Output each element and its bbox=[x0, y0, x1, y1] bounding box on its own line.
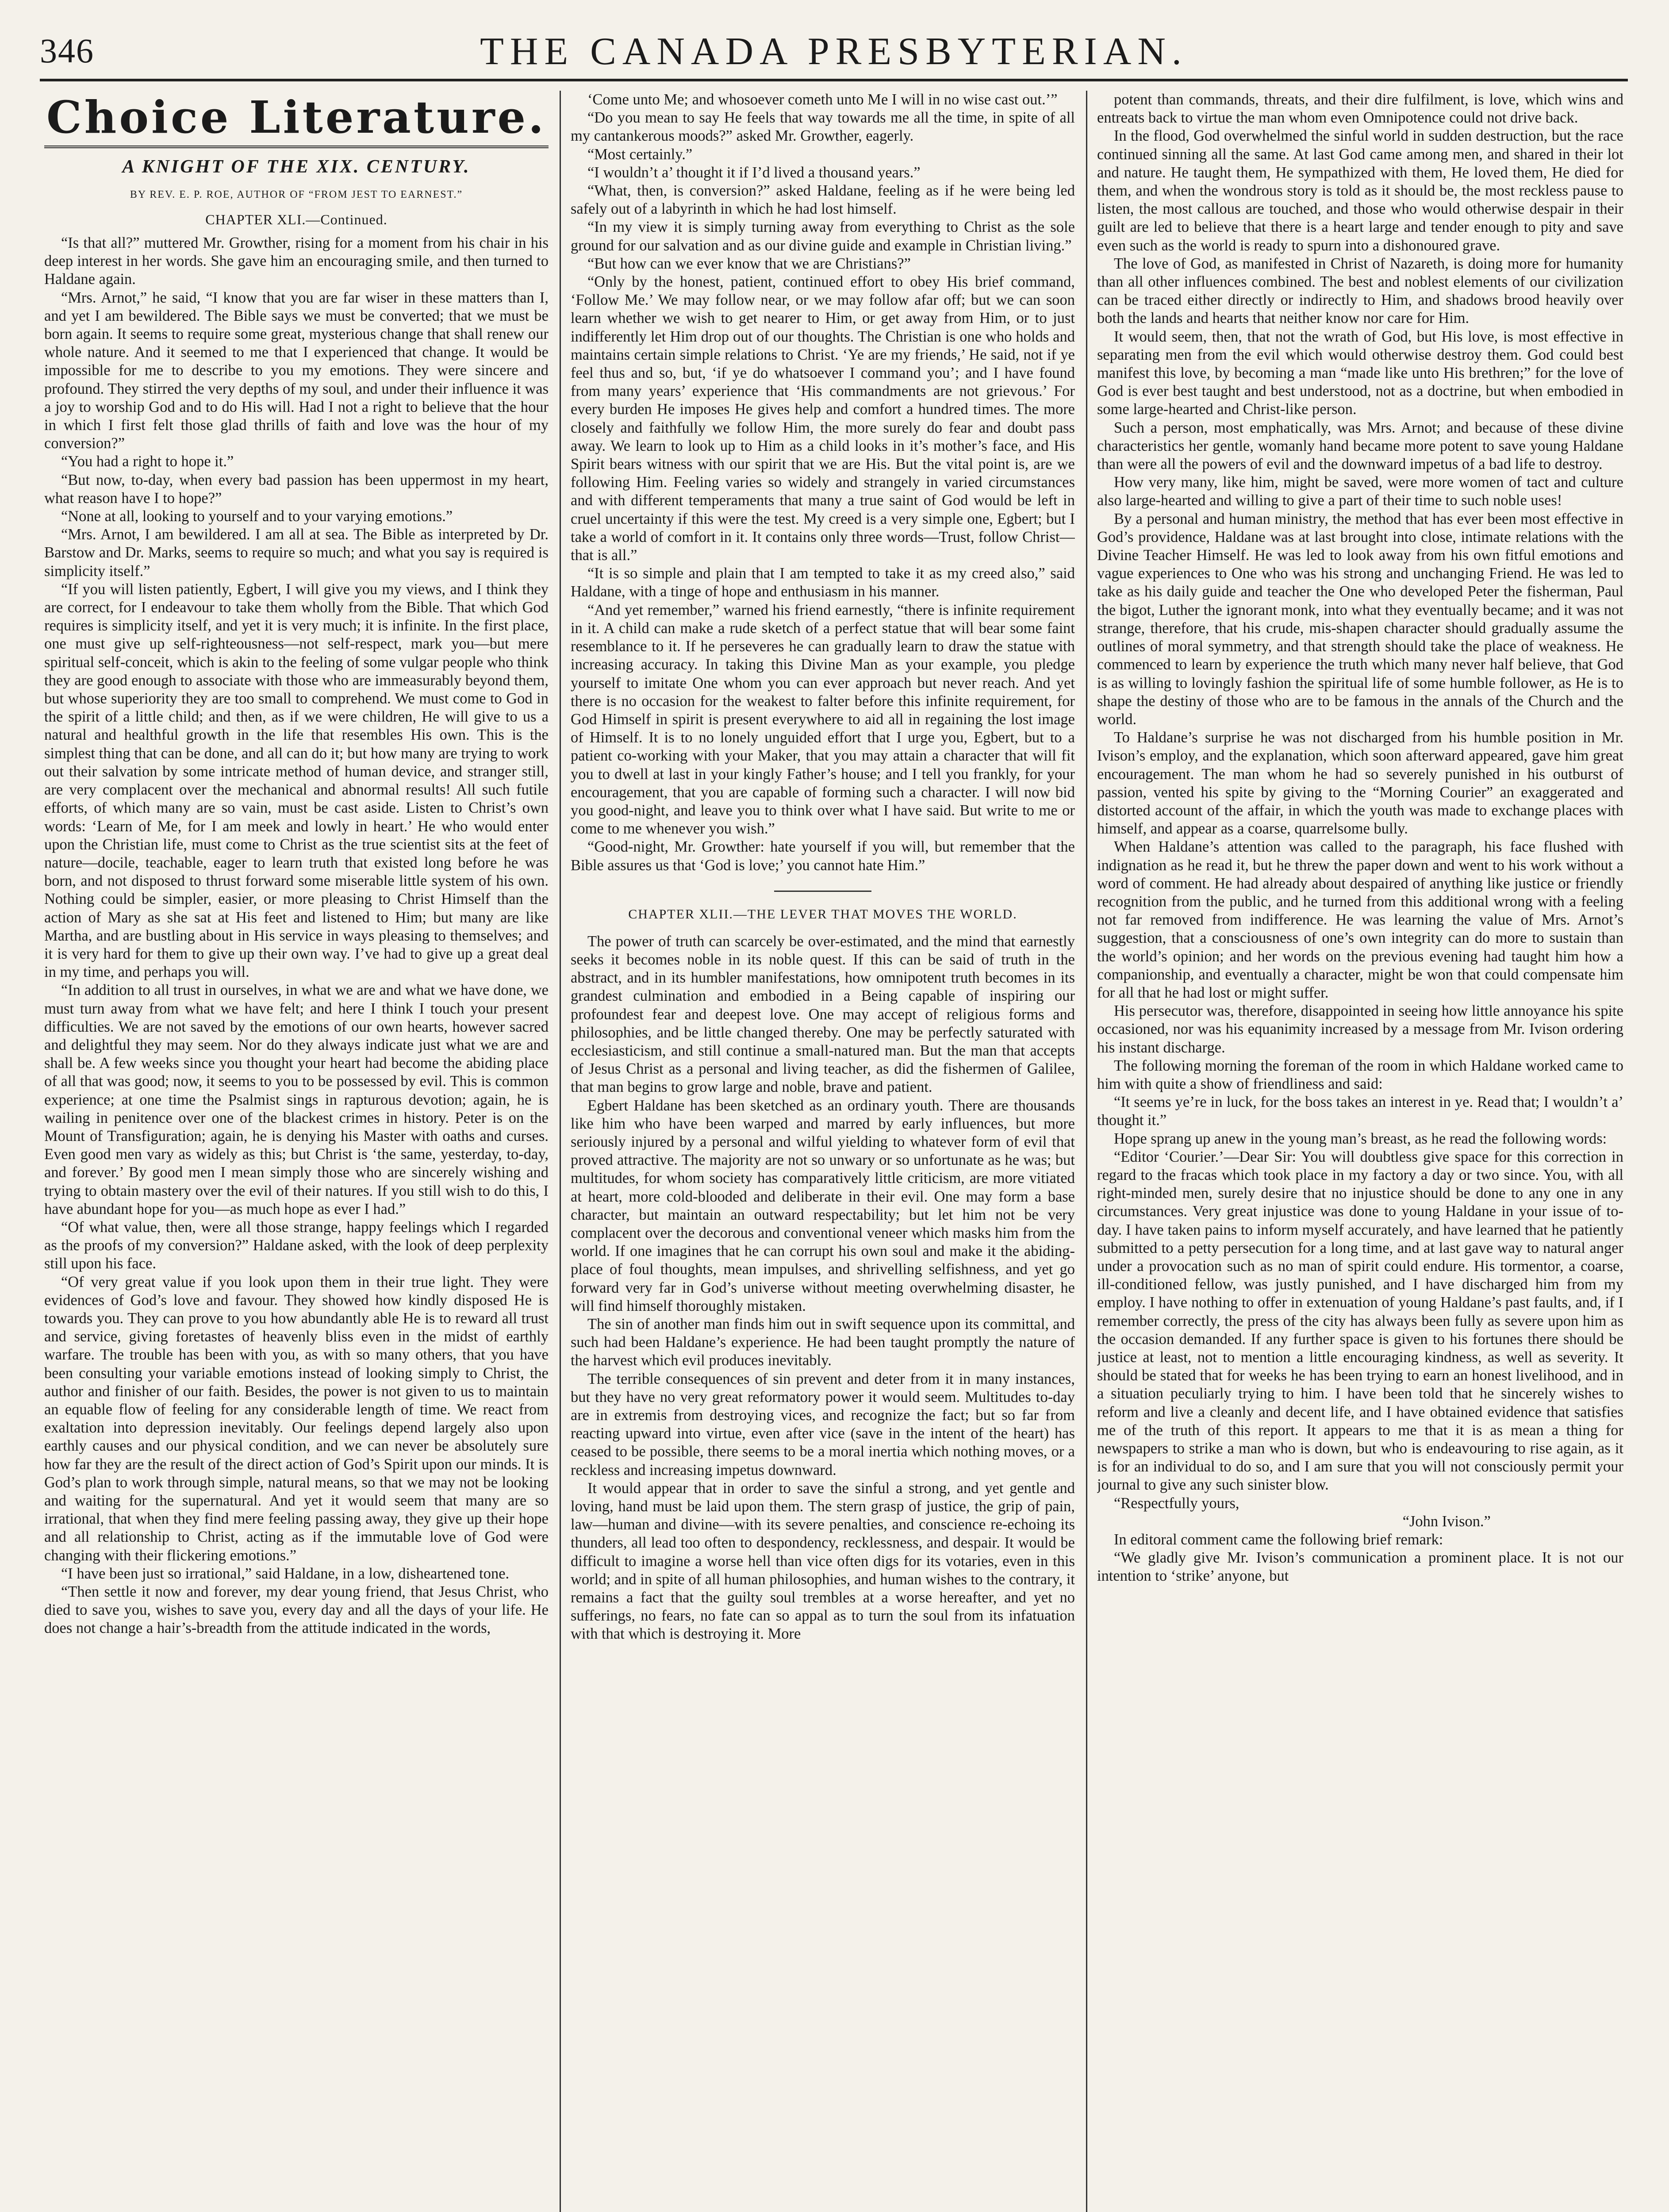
section-heading: Choice Literature. bbox=[46, 91, 546, 143]
paragraph: “It is so simple and plain that I am tempted to take it as my creed also,” said Haldane, with a tinge of hope and enthusiasm in his manner. bbox=[571, 565, 1075, 600]
column-2-body-top bbox=[571, 91, 1075, 875]
paragraph: “But now, to-day, when every bad passion has been uppermost in my heart, what reason have I to hope?” bbox=[44, 471, 549, 507]
column-2-body-bottom bbox=[571, 933, 1075, 1644]
column-divider bbox=[1086, 91, 1087, 2212]
paragraph: “Then settle it now and forever, my dear young friend, that Jesus Christ, who died to save you, wishes to save you, every day and all the days of your life. He does not change a hair’s-breadth from the attitude indicated in the words, bbox=[44, 1583, 549, 1637]
paragraph: “None at all, looking to yourself and to your varying emotions.” bbox=[61, 508, 453, 525]
paragraph: “Respectfully yours, bbox=[1113, 1494, 1239, 1512]
column-1 bbox=[44, 91, 549, 2212]
masthead-rule bbox=[40, 79, 1628, 81]
paragraph: It would seem, then, that not the wrath of God, but His love, is most effective in separating men from the evil which would otherwise destroy them. God could best manifest this love, by becoming a man “made like unto His brethren;” for the love of God is ever best taught and best understood, not as a doctrine, but when embodied in some large-hearted and Christ-like person. bbox=[1097, 328, 1623, 418]
chapter-divider bbox=[774, 891, 871, 892]
byline: BY REV. E. P. ROE, AUTHOR OF “FROM JEST TO EARNEST.” bbox=[130, 189, 463, 200]
paragraph: “In my view it is simply turning away from everything to Christ as the sole ground for our salvation and as our divine guide and example in Christian living.” bbox=[571, 219, 1075, 254]
paragraph: It would appear that in order to save the sinful a strong, and yet gentle and loving, hand must be laid upon them. The stern grasp of justice, the grip of pain, law—human and divine—with its severe penalties, and conscience re-echoing its thunders, all lead too often to despondency, recklessness, and despair. It would be difficult to imagine a worse hell than vice often digs for its votaries, even in this world; and in spite of all human philosophies, and human wishes to the contrary, it remains a fact that the guilty soul trembles at a worse hereafter, and yet no sufferings, no fears, no fate can so appal as to turn the soul from its infatuation with that which is destroying it. More bbox=[571, 1479, 1075, 1643]
masthead bbox=[40, 27, 1628, 84]
paragraph: In the flood, God overwhelmed the sinful world in sudden destruction, but the race continued sinning all the same. At last God came among men, and shared in their lot and nature. He taught them, He sympathized with them, He loved them, He died for them, and when the wondrous story is told as it should be, the most reckless pause to listen, the most callous are touched, and those who would otherwise despair in their guilt are led to believe that there is a heart large and tender enough to pity and save even such as the world is ready to spurn into a dishonoured grave. bbox=[1097, 127, 1623, 254]
paragraph: “If you will listen patiently, Egbert, I will give you my views, and I think they are correct, for I endeavour to take them wholly from the Bible. That which God requires is simplicity itself, and yet it is very much; it is infinite. In the first place, one must give up self-righteousness—not self-respect, mark you—but mere spiritual self-conceit, which is akin to the feeling of some vulgar people who think they are good enough to associate with those who are immeasurably beyond them, but whose superiority they are too small to comprehend. We must come to God in the spirit of a little child; and then, as if we were children, He will give to us a natural and healthful growth in the life that resembles His own. This is the simplest thing that can be done, and all can do it; but how many are trying to work out their salvation by some intricate method of human device, and stranger still, are very complacent over the mechanical and abnormal results! All such futile efforts, of which many are so vain, must be cast aside. Listen to Christ’s own words: ‘Learn of Me, for I am meek and lowly in heart.’ He who would enter upon the Christian life, must come to Christ as the true scientist sits at the feet of nature—docile, teachable, eager to learn truth that existed long before he was born, and not disposed to thrust forward some miserable little system of his own. Nothing could be simpler, easier, or more pleasing to Christ Himself than the action of Mary as she sat at His feet and listened to Him; but many are like Martha, and are bustling about in His service in ways pleasing to themselves; and it is very hard for them to give up their own way. I’ve had to give up a great deal in my time, and perhaps you will. bbox=[44, 580, 549, 981]
paragraph: “Of very great value if you look upon them in their true light. They were evidences of God’s love and favour. They showed how kindly disposed He is towards you. They can prove to you how abundantly able He is to reward all trust and service, giving foretastes of heavenly bliss even in the midst of earthly warfare. The trouble has been with you, as with so many others, that you have been consulting your variable emotions instead of looking simply to Christ, the author and finisher of our faith. Besides, the power is not given to us to maintain an equable flow of feeling for any considerable length of time. We react from exaltation into depression inevitably. Our feelings depend largely also upon earthly causes and our physical condition, and we can never be absolutely sure how far they are the result of the direct action of God’s Spirit upon our minds. It is God’s plan to work through simple, natural means, so that we may not be looking and waiting for the supernatural. And yet it would seem that many are so irrational, that when they find mere feeling passing away, they give up their hope and all relationship to Christ, acting as if the immutable love of God were changing with their flickering emotions.” bbox=[44, 1273, 549, 1564]
paragraph: “Editor ‘Courier.’—Dear Sir: You will doubtless give space for this correction in regard to the fracas which took place in my factory a day or two since. You, with all right-minded men, surely desire that no injustice should be done to any one in any circumstances. Very great injustice was done to young Haldane in your issue of to-day. I have taken pains to inform myself accurately, and have learned that he patiently submitted to a petty persecution for a long time, and at last gave way to natural anger under a provocation such as no man of spirit could endure. His tormentor, a coarse, ill-conditioned fellow, was justly punished, and I have discharged him from my employ. I have nothing to offer in extenuation of young Haldane’s past faults, and, if I remember correctly, the press of the city has always been fully as severe upon him as the occasion demanded. If any further space is given to his fortunes there should be justice at least, not to mention a little encouraging kindness, as well as severity. It should be stated that for weeks he has been trying to earn an honest livelihood, and in a situation peculiarly trying to him. I have been told that he sincerely wishes to reform and live a cleanly and decent life, and I have obtained evidence that satisfies me of the truth of this report. It appears to me that it is as mean a thing for newspapers to strike a man who is down, but who is endeavouring to rise again, as it is for an individual to do so, and I am sure that you will not consciously permit your journal to give any such sinister blow. bbox=[1097, 1148, 1623, 1494]
paragraph: “We gladly give Mr. Ivison’s communication a prominent place. It is not our intention to ‘strike’ anyone, but bbox=[1097, 1549, 1623, 1585]
paragraph: How very many, like him, might be saved, were more women of tact and culture also large-hearted and willing to give a part of their time to such noble uses! bbox=[1097, 474, 1623, 509]
chapter-label: CHAPTER XLI.—Continued. bbox=[205, 211, 388, 227]
paragraph: His persecutor was, therefore, disappointed in seeing how little annoyance his spite occasioned, nor was his equanimity increased by a message from Mr. Ivison ordering his instant discharge. bbox=[1097, 1002, 1623, 1056]
paragraph: “What, then, is conversion?” asked Haldane, feeling as if he were being led safely out of a labyrinth in which he had lost himself. bbox=[571, 182, 1075, 218]
paragraph: “You had a right to hope it.” bbox=[61, 453, 234, 470]
column-2 bbox=[571, 91, 1075, 2212]
column-divider bbox=[560, 91, 561, 2212]
paragraph: ‘Come unto Me; and whosoever cometh unto Me I will in no wise cast out.’” bbox=[587, 91, 1058, 108]
paragraph: “Most certainly.” bbox=[587, 146, 693, 163]
paragraph: When Haldane’s attention was called to the paragraph, his face flushed with indignation as he read it, but he threw the paper down and went to his work without a word of comment. He had already about despaired of anything like justice or friendly recognition from the public, and he turned from this additional wrong with a feeling not far removed from indifference. He was learning the value of Mrs. Arnot’s suggestion, that a consciousness of one’s own integrity can do more to sustain than the world’s opinion; and her words on the previous evening had taught him how a companionship, and eventually a character, might be won that could compensate him for all that he had lost or might suffer. bbox=[1097, 838, 1623, 1001]
paragraph: In editoral comment came the following brief remark: bbox=[1113, 1531, 1443, 1548]
paragraph: By a personal and human ministry, the method that has ever been most effective in God’s providence, Haldane was at last brought into close, intimate relations with the Divine Teacher Himself. He was led to look away from his own fitful emotions and vague experiences to One who was his strong and unchanging Friend. He was led to take as his daily guide and teacher the One who developed Peter the fisherman, Paul the bigot, Luther the ignorant monk, into what they eventually became; and it was not strange, therefore, that his crude, mis-shapen character should gradually assume the outlines of moral symmetry, and that strength should take the place of weakness. He commenced to learn by experience the truth which many never half believe, that God is as willing to lovingly fashion the spiritual life of some humble follower, as He is to shape the destiny of those who are to be famous in the annals of the Church and the world. bbox=[1097, 510, 1623, 728]
story-title: A KNIGHT OF THE XIX. CENTURY. bbox=[122, 157, 471, 177]
paragraph: “Is that all?” muttered Mr. Growther, rising for a moment from his chair in his deep interest in her words. She gave him an encouraging smile, and then turned to Haldane again. bbox=[44, 234, 549, 288]
paragraph: The terrible consequences of sin prevent and deter from it in many instances, but they have no very great reformatory power it would seem. Multitudes to-day are in extremis from destroying vices, and recognize the fact; but so far from reacting upward into virtue, even after vice (save in the intent of the heart) has ceased to be possible, there seems to be a moral inertia which nothing moves, or a reckless and increasing impetus downward. bbox=[571, 1370, 1075, 1479]
paragraph: The power of truth can scarcely be over-estimated, and the mind that earnestly seeks it becomes noble in its noble quest. If this can be said of truth in the abstract, and in its humbler manifestations, how omnipotent truth becomes in its grandest culmination and embodied in a Being capable of inspiring our profoundest fear and deepest love. One may accept of religious forms and philosophies, and be little changed thereby. One may be perfectly saturated with ecclesiasticism, and still continue a small-natured man. But the man that accepts of Jesus Christ as a personal and living teacher, as did the fishermen of Galilee, that man begins to grow large and noble, brave and patient. bbox=[571, 933, 1075, 1096]
paragraph: “Do you mean to say He feels that way towards me all the time, in spite of all my cantankerous moods?” asked Mr. Growther, eagerly. bbox=[571, 109, 1075, 145]
section-rule bbox=[44, 146, 549, 148]
paragraph: The sin of another man finds him out in swift sequence upon its committal, and such had been Haldane’s experience. He had been taught promptly the nature of the harvest which evil produces inevitably. bbox=[571, 1316, 1075, 1369]
paragraph: “Of what value, then, were all those strange, happy feelings which I regarded as the proofs of my conversion?” Haldane asked, with the look of deep perplexity still upon his face. bbox=[44, 1218, 549, 1272]
paragraph: “Only by the honest, patient, continued effort to obey His brief command, ‘Follow Me.’ We may follow near, or we may follow afar off; but we can soon learn whether we wish to get nearer to Him, or get away from Him, or to just indifferently let Him drop out of our thoughts. The Christian is one who holds and maintains certain simple relations to Christ. ‘Ye are my friends,’ He said, not if ye feel thus and so, but, ‘if ye do whatsoever I command you’; and I have found from many years’ experience that ‘His commandments are not grievous.’ For every burden He imposes He gives help and comfort a hundred times. The more closely and faithfully we follow Him, the more surely do fear and doubt pass away. We learn to look up to Him as a child looks in it’s mother’s face, and His Spirit bears witness with our spirit that we are His. But the vital point is, are we following Him. Feeling varies so widely and strangely in varied circumstances and with different temperaments that many a true saint of God would be left in cruel uncertainty if this were the test. My creed is a very simple one, Egbert; but I take a world of comfort in it. It contains only three words—Trust, follow Christ—that is all.” bbox=[571, 273, 1075, 564]
column-3 bbox=[1097, 91, 1623, 2212]
page-number: 346 bbox=[40, 31, 94, 70]
column-3-body-bottom bbox=[1097, 1531, 1623, 1586]
paper-title: THE CANADA PRESBYTERIAN. bbox=[480, 30, 1188, 73]
letter-signature: “John Ivison.” bbox=[1402, 1513, 1491, 1530]
paragraph: “And yet remember,” warned his friend earnestly, “there is infinite requirement in it. A child can make a rude sketch of a perfect statue that will bear some faint resemblance to it. If he perseveres he can gradually learn to draw the statue with increasing accuracy. In taking this Divine Man as your example, you pledge yourself to imitate One whom you can ever approach but never reach. And yet there is no occasion for the weakest to falter before this infinite requirement, for God Himself in spirit is present everywhere to aid all in regaining the lost image of Himself. It is to no lonely unguided effort that I urge you, Egbert, but to a patient co-working with your Maker, that you may attain a character that will fit you to dwell at last in your kingly Father’s house; and I tell you frankly, for your encouragement, that you are capable of forming such a character. I will now bid you good-night, and leave you to think over what I have said. But write to me or come to me whenever you wish.” bbox=[571, 601, 1075, 837]
paragraph: “Good-night, Mr. Growther: hate yourself if you will, but remember that the Bible assures us that ‘God is love;’ you cannot hate Him.” bbox=[571, 838, 1075, 874]
paragraph: Egbert Haldane has been sketched as an ordinary youth. There are thousands like him who have been warped and marred by early influences, but more seriously injured by a personal and wilful yielding to whatever form of evil that proved attractive. The majority are not so unwary or so unfortunate as he was; but multitudes, for whom society has comparatively little criticism, are more vitiated at heart, more cold-blooded and deliberate in their evil. One may form a base character, but maintain an outward respectability; but let him not be very complacent over the decorous and conventional veneer which masks him from the world. If one imagines that he can corrupt his own soul and make it the abiding-place of foul thoughts, mean impulses, and shrivelling selfishness, and yet go forward very far in God’s universe without meeting overwhelming disaster, he will find himself thoroughly mistaken. bbox=[571, 1097, 1075, 1314]
paragraph: Such a person, most emphatically, was Mrs. Arnot; and because of these divine characteristics her gentle, womanly hand became more potent to save young Haldane than were all the powers of evil and the downward impetus of a bad life to destroy. bbox=[1097, 419, 1623, 473]
paragraph: To Haldane’s surprise he was not discharged from his humble position in Mr. Ivison’s employ, and the explanation, which soon afterward appeared, gave him great encouragement. The man whom he had so severely punished in his outburst of passion, vented his spite by giving to the “Morning Courier” an exaggerated and distorted account of the affair, in which the youth was made to exchange places with himself, and appear as a coarse, quarrelsome bully. bbox=[1097, 729, 1623, 837]
paragraph: “Mrs. Arnot,” he said, “I know that you are far wiser in these matters than I, and yet I am bewildered. The Bible says we must be converted; that we must be born again. It seems to require some great, mysterious change that shall renew our whole nature. And it seemed to me that I experienced that change. It would be impossible for me to describe to you my emotions. They were sincere and profound. They stirred the very depths of my soul, and under their influence it was a joy to worship God and to do His will. Had I not a right to believe that the hour in which I first felt those glad thrills of faith and love was the hour of my conversion?” bbox=[44, 289, 549, 452]
paragraph: “I wouldn’t a’ thought it if I’d lived a thousand years.” bbox=[587, 164, 921, 181]
paragraph: The love of God, as manifested in Christ of Nazareth, is doing more for humanity than all other influences combined. The best and noblest elements of our civilization can be traced either directly or indirectly to Him, and shadows brood heavily over both the lands and hearts that neither know nor care for Him. bbox=[1097, 255, 1623, 327]
paragraph: “Mrs. Arnot, I am bewildered. I am all at sea. The Bible as interpreted by Dr. Barstow and Dr. Marks, seems to require so much; and what you say is required is simplicity itself.” bbox=[44, 526, 549, 580]
paragraph: “In addition to all trust in ourselves, in what we are and what we have done, we must turn away from what we have felt; and here I think I touch your present difficulties. We are not saved by the emotions of our own hearts, however sacred and delightful they may seem. Nor do they always indicate just what we are and shall be. A few weeks since you thought your heart had become the abiding place of all that was good; now, it seems to you to be possessed by evil. This is common experience; at one time the Psalmist sings in rapturous devotion; again, he is wailing in penitence over one of the blackest crimes in history. Peter is on the Mount of Transfiguration; again, he is denying his Master with oaths and curses. Even good men vary as widely as this; but Christ is ‘the same, yesterday, to-day, and forever.’ By good men I mean simply those who are sincerely wishing and trying to obtain mastery over the evil of their natures. If you still wish to do this, I have abundant hope for you—as much hope as ever I had.” bbox=[44, 982, 549, 1217]
paragraph: Hope sprang up anew in the young man’s breast, as he read the following words: bbox=[1113, 1130, 1607, 1147]
column-1-body bbox=[44, 234, 549, 1638]
chapter-heading: CHAPTER XLII.—THE LEVER THAT MOVES THE WORLD. bbox=[628, 906, 1017, 922]
column-3-body-top bbox=[1097, 91, 1623, 1513]
paragraph: The following morning the foreman of the room in which Haldane worked came to him with quite a show of friendliness and said: bbox=[1097, 1057, 1623, 1092]
paragraph: “I have been just so irrational,” said Haldane, in a low, disheartened tone. bbox=[61, 1565, 510, 1582]
paragraph: “But how can we ever know that we are Christians?” bbox=[587, 255, 911, 272]
paragraph: “It seems ye’re in luck, for the boss takes an interest in ye. Read that; I wouldn’t a’ thought it.” bbox=[1097, 1094, 1623, 1129]
paragraph: potent than commands, threats, and their dire fulfilment, is love, which wins and entreats back to virtue the man whom even Omnipotence could not drive back. bbox=[1097, 91, 1623, 127]
